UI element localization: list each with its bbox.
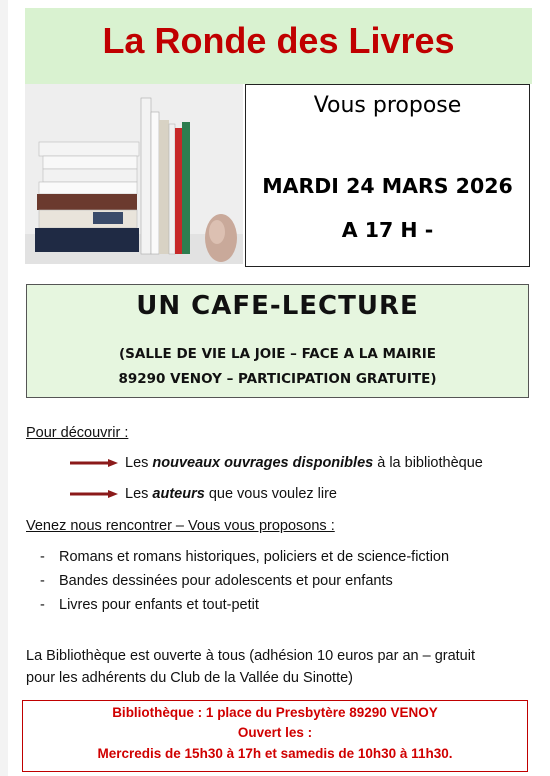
discover-item-suffix: à la bibliothèque	[373, 455, 483, 471]
bullet-dash: -	[40, 573, 45, 589]
discover-item-authors	[125, 486, 337, 502]
title-banner	[25, 8, 532, 84]
proposal-item: Livres pour enfants et tout-petit	[59, 597, 259, 613]
books-illustration	[25, 84, 243, 264]
propose-text: Vous propose	[313, 93, 462, 118]
cafe-location: (SALLE DE VIE LA JOIE – FACE A LA MAIRIE	[118, 346, 437, 362]
cafe-participation: 89290 VENOY – PARTICIPATION GRATUITE)	[118, 371, 437, 387]
discover-item-prefix: Les	[125, 455, 153, 471]
discover-heading: Pour découvrir :	[26, 425, 129, 441]
bullet-dash: -	[40, 549, 45, 565]
opening-label: Ouvert les :	[237, 725, 313, 740]
page-title: La Ronde des Livres	[102, 20, 455, 61]
discover-item-emphasis: nouveaux ouvrages disponibles	[152, 455, 374, 471]
proposals-heading: Venez nous rencontrer – Vous vous proposons :	[26, 518, 335, 534]
discover-item-suffix: que vous voulez lire	[204, 486, 337, 502]
library-address: Bibliothèque : 1 place du Presbytère 89290 VENOY	[112, 705, 438, 720]
cafe-lecture-box	[26, 284, 529, 398]
discover-item-prefix: Les	[125, 486, 153, 502]
event-date: MARDI 24 MARS 2026	[262, 174, 513, 198]
cafe-title: UN CAFE-LECTURE	[136, 291, 419, 321]
arrow-right-icon	[70, 459, 118, 467]
event-time: A 17 H -	[341, 218, 434, 242]
discover-item-emphasis: auteurs	[152, 486, 205, 502]
opening-hours: Mercredis de 15h30 à 17h et samedis de 10h30 à 11h30.	[97, 746, 453, 761]
library-note-line2: pour les adhérents du Club de la Vallée du Sinotte)	[26, 670, 354, 686]
library-info-box	[22, 700, 528, 772]
proposal-item: Bandes dessinées pour adolescents et pour enfants	[59, 573, 393, 589]
bullet-dash: -	[40, 597, 45, 613]
discover-item-new-books	[125, 455, 483, 471]
proposal-item: Romans et romans historiques, policiers et de science-fiction	[59, 549, 450, 565]
arrow-right-icon	[70, 490, 118, 498]
event-box	[245, 84, 530, 267]
books-photo	[25, 84, 243, 264]
page-edge	[0, 0, 8, 776]
library-note-line1: La Bibliothèque est ouverte à tous (adhésion 10 euros par an – gratuit	[26, 648, 475, 664]
